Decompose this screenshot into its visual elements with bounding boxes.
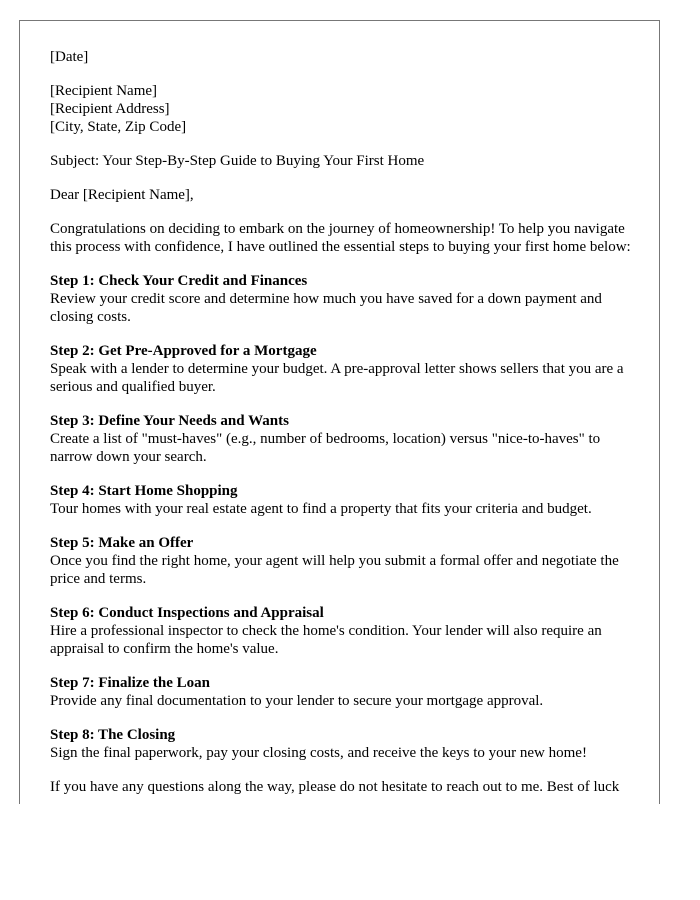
step-body: Review your credit score and determine how much you have saved for a down payment and closing costs. <box>50 291 602 325</box>
step-body: Provide any final documentation to your lender to secure your mortgage approval. <box>50 693 544 709</box>
subject-line: Subject: Your Step-By-Step Guide to Buying Your First Home <box>50 153 425 169</box>
step-body: Speak with a lender to determine your budget. A pre-approval letter shows sellers that you are a serious and qualified buyer. <box>50 361 624 395</box>
step-title: Step 2: Get Pre-Approved for a Mortgage <box>50 343 317 359</box>
closing-paragraph: If you have any questions along the way, please do not hesitate to reach out to me. Best of luck <box>50 779 620 795</box>
step-1 <box>50 272 640 326</box>
step-body: Tour homes with your real estate agent to find a property that fits your criteria and budget. <box>50 501 592 517</box>
salutation: Dear [Recipient Name], <box>50 187 194 203</box>
recipient-city-state-zip: [City, State, Zip Code] <box>50 119 187 135</box>
recipient-name: [Recipient Name] <box>50 83 158 99</box>
date-line: [Date] <box>50 49 89 65</box>
step-title: Step 6: Conduct Inspections and Appraisal <box>50 605 324 621</box>
step-title: Step 7: Finalize the Loan <box>50 675 210 691</box>
step-2 <box>50 342 640 396</box>
intro-paragraph: Congratulations on deciding to embark on the journey of homeownership! To help you navigate this process with confidence, I have outlined the essential steps to buying your first home below: <box>50 221 631 255</box>
step-title: Step 1: Check Your Credit and Finances <box>50 273 308 289</box>
step-3 <box>50 412 640 466</box>
step-title: Step 8: The Closing <box>50 727 176 743</box>
step-title: Step 3: Define Your Needs and Wants <box>50 413 289 429</box>
step-body: Create a list of "must-haves" (e.g., number of bedrooms, location) versus "nice-to-haves" to narrow down your search. <box>50 431 601 465</box>
step-body: Once you find the right home, your agent will help you submit a formal offer and negotiate the price and terms. <box>50 553 619 587</box>
letter-page <box>19 20 660 804</box>
step-8 <box>50 726 640 762</box>
recipient-block <box>50 82 640 136</box>
step-body: Sign the final paperwork, pay your closing costs, and receive the keys to your new home! <box>50 745 587 761</box>
letter-content <box>50 48 640 796</box>
recipient-address: [Recipient Address] <box>50 101 170 117</box>
step-5 <box>50 534 640 588</box>
step-title: Step 5: Make an Offer <box>50 535 194 551</box>
step-title: Step 4: Start Home Shopping <box>50 483 238 499</box>
step-6 <box>50 604 640 658</box>
step-4 <box>50 482 640 518</box>
step-7 <box>50 674 640 710</box>
step-body: Hire a professional inspector to check the home's condition. Your lender will also require an appraisal to confirm the home's value. <box>50 623 602 657</box>
